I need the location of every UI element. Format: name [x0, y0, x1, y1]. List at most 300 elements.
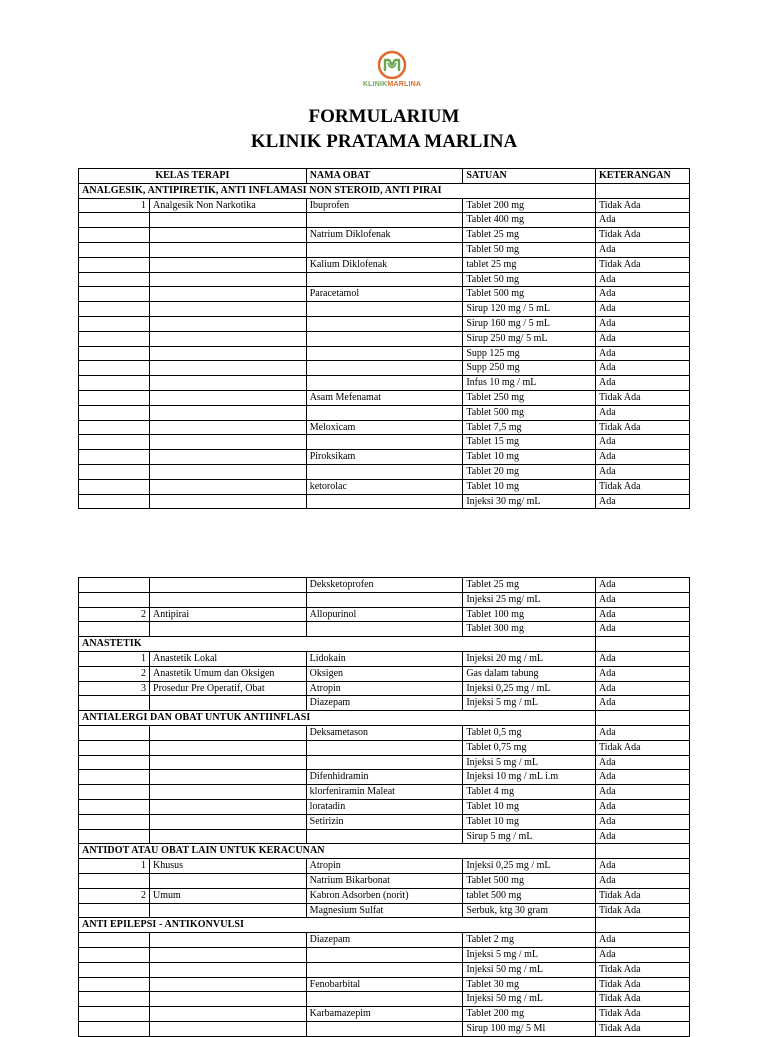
row-number: [79, 592, 150, 607]
table-row: [79, 450, 690, 465]
table-row: [79, 814, 690, 829]
table-row: [79, 435, 690, 450]
row-kelas-terapi: Anastetik Lokal: [150, 651, 307, 666]
row-kelas-terapi: [150, 977, 307, 992]
table-row: [79, 681, 690, 696]
table-row: [79, 213, 690, 228]
row-number: [79, 435, 150, 450]
logo-emblem-icon: [377, 50, 407, 80]
row-kelas-terapi: [150, 331, 307, 346]
row-number: [79, 933, 150, 948]
row-number: [79, 494, 150, 509]
row-kelas-terapi: [150, 829, 307, 844]
row-keterangan: Ada: [595, 622, 689, 637]
row-kelas-terapi: [150, 933, 307, 948]
row-number: [79, 977, 150, 992]
row-number: [79, 346, 150, 361]
row-satuan: Tablet 10 mg: [463, 814, 596, 829]
row-satuan: Injeksi 5 mg / mL: [463, 755, 596, 770]
logo-text-marlina: MARLINA: [387, 81, 422, 88]
row-kelas-terapi: [150, 420, 307, 435]
row-kelas-terapi: [150, 390, 307, 405]
row-kelas-terapi: Anastetik Umum dan Oksigen: [150, 666, 307, 681]
table-row: [79, 666, 690, 681]
row-keterangan: Ada: [595, 859, 689, 874]
category-empty-cell: [595, 918, 689, 933]
row-number: 1: [79, 198, 150, 213]
row-satuan: Tablet 50 mg: [463, 272, 596, 287]
row-keterangan: Ada: [595, 770, 689, 785]
row-nama-obat: [306, 992, 463, 1007]
table-row: [79, 651, 690, 666]
table-row: [79, 770, 690, 785]
row-nama-obat: [306, 494, 463, 509]
row-nama-obat: [306, 405, 463, 420]
row-keterangan: Tidak Ada: [595, 888, 689, 903]
row-kelas-terapi: Umum: [150, 888, 307, 903]
row-number: [79, 814, 150, 829]
row-satuan: Injeksi 20 mg / mL: [463, 651, 596, 666]
row-satuan: Tablet 10 mg: [463, 450, 596, 465]
table-row: [79, 859, 690, 874]
row-keterangan: Ada: [595, 450, 689, 465]
row-satuan: Tablet 200 mg: [463, 198, 596, 213]
row-keterangan: Ada: [595, 799, 689, 814]
row-keterangan: Ada: [595, 494, 689, 509]
row-number: [79, 903, 150, 918]
row-satuan: Sirup 100 mg/ 5 Ml: [463, 1021, 596, 1036]
row-keterangan: Ada: [595, 666, 689, 681]
row-number: [79, 479, 150, 494]
row-number: [79, 947, 150, 962]
formulary-table-page-1: [78, 168, 690, 509]
row-nama-obat: [306, 829, 463, 844]
row-number: [79, 331, 150, 346]
category-row: [79, 183, 690, 198]
row-keterangan: Tidak Ada: [595, 977, 689, 992]
row-nama-obat: Diazepam: [306, 933, 463, 948]
row-number: 2: [79, 888, 150, 903]
row-nama-obat: [306, 622, 463, 637]
row-keterangan: Tidak Ada: [595, 390, 689, 405]
row-nama-obat: Kabron Adsorben (norit): [306, 888, 463, 903]
row-nama-obat: [306, 740, 463, 755]
row-kelas-terapi: [150, 302, 307, 317]
row-number: [79, 376, 150, 391]
row-satuan: Tablet 15 mg: [463, 435, 596, 450]
row-satuan: Supp 250 mg: [463, 361, 596, 376]
row-keterangan: Ada: [595, 464, 689, 479]
row-keterangan: Tidak Ada: [595, 479, 689, 494]
row-nama-obat: Deksametason: [306, 725, 463, 740]
row-satuan: Sirup 250 mg/ 5 mL: [463, 331, 596, 346]
row-satuan: Sirup 120 mg / 5 mL: [463, 302, 596, 317]
table-row: [79, 578, 690, 593]
category-label: ANTIALERGI DAN OBAT UNTUK ANTIINFLASI: [79, 711, 596, 726]
row-kelas-terapi: [150, 1007, 307, 1022]
category-row: [79, 711, 690, 726]
row-kelas-terapi: [150, 316, 307, 331]
row-keterangan: Ada: [595, 947, 689, 962]
row-kelas-terapi: Antipirai: [150, 607, 307, 622]
row-number: [79, 770, 150, 785]
row-keterangan: Tidak Ada: [595, 228, 689, 243]
row-satuan: Gas dalam tabung: [463, 666, 596, 681]
table-row: [79, 390, 690, 405]
logo-text-klinik: KLINIK: [362, 81, 388, 88]
row-satuan: Tablet 500 mg: [463, 405, 596, 420]
row-kelas-terapi: [150, 770, 307, 785]
row-nama-obat: Allopurinol: [306, 607, 463, 622]
row-number: [79, 450, 150, 465]
row-keterangan: Ada: [595, 287, 689, 302]
row-kelas-terapi: [150, 287, 307, 302]
document-title: FORMULARIUM: [308, 106, 460, 127]
row-number: [79, 785, 150, 800]
row-keterangan: Tidak Ada: [595, 198, 689, 213]
table-row: [79, 331, 690, 346]
row-satuan: Injeksi 0,25 mg / mL: [463, 681, 596, 696]
row-nama-obat: [306, 376, 463, 391]
clinic-logo: [362, 50, 422, 100]
row-kelas-terapi: [150, 740, 307, 755]
row-number: [79, 799, 150, 814]
category-empty-cell: [595, 637, 689, 652]
row-satuan: Tablet 250 mg: [463, 390, 596, 405]
row-keterangan: Ada: [595, 829, 689, 844]
row-satuan: Supp 125 mg: [463, 346, 596, 361]
row-keterangan: Ada: [595, 814, 689, 829]
row-satuan: Tablet 200 mg: [463, 1007, 596, 1022]
header-satuan: SATUAN: [463, 169, 596, 184]
row-satuan: Infus 10 mg / mL: [463, 376, 596, 391]
row-keterangan: Ada: [595, 725, 689, 740]
row-keterangan: Ada: [595, 592, 689, 607]
table-row: [79, 1007, 690, 1022]
row-keterangan: Tidak Ada: [595, 420, 689, 435]
row-keterangan: Ada: [595, 346, 689, 361]
row-keterangan: Tidak Ada: [595, 962, 689, 977]
row-keterangan: Ada: [595, 242, 689, 257]
row-satuan: Tablet 0,5 mg: [463, 725, 596, 740]
row-kelas-terapi: [150, 450, 307, 465]
row-number: 3: [79, 681, 150, 696]
row-nama-obat: [306, 755, 463, 770]
row-satuan: Tablet 10 mg: [463, 799, 596, 814]
row-kelas-terapi: [150, 272, 307, 287]
row-nama-obat: Atropin: [306, 681, 463, 696]
row-number: [79, 873, 150, 888]
row-satuan: Sirup 5 mg / mL: [463, 829, 596, 844]
table-row: [79, 272, 690, 287]
row-keterangan: Ada: [595, 696, 689, 711]
row-nama-obat: [306, 962, 463, 977]
row-number: [79, 405, 150, 420]
row-number: [79, 1007, 150, 1022]
row-keterangan: Ada: [595, 785, 689, 800]
category-empty-cell: [595, 711, 689, 726]
table-row: [79, 888, 690, 903]
table-row: [79, 740, 690, 755]
row-number: [79, 829, 150, 844]
row-keterangan: Ada: [595, 578, 689, 593]
row-kelas-terapi: [150, 992, 307, 1007]
row-keterangan: Ada: [595, 681, 689, 696]
row-keterangan: Ada: [595, 873, 689, 888]
row-number: [79, 420, 150, 435]
row-satuan: Sirup 160 mg / 5 mL: [463, 316, 596, 331]
row-nama-obat: Fenobarbital: [306, 977, 463, 992]
row-kelas-terapi: [150, 592, 307, 607]
row-nama-obat: [306, 346, 463, 361]
table-row: [79, 316, 690, 331]
table-row: [79, 376, 690, 391]
row-number: [79, 755, 150, 770]
row-satuan: Tablet 500 mg: [463, 873, 596, 888]
table-row: [79, 302, 690, 317]
row-number: [79, 316, 150, 331]
row-kelas-terapi: [150, 376, 307, 391]
table-row: [79, 494, 690, 509]
row-nama-obat: [306, 435, 463, 450]
table-row: [79, 198, 690, 213]
row-keterangan: Ada: [595, 213, 689, 228]
row-satuan: Tablet 25 mg: [463, 228, 596, 243]
category-row: [79, 637, 690, 652]
row-kelas-terapi: [150, 242, 307, 257]
row-number: [79, 992, 150, 1007]
row-number: [79, 696, 150, 711]
row-nama-obat: [306, 272, 463, 287]
row-kelas-terapi: [150, 622, 307, 637]
table-row: [79, 257, 690, 272]
row-satuan: Tablet 30 mg: [463, 977, 596, 992]
row-kelas-terapi: [150, 405, 307, 420]
category-label: ANTIDOT ATAU OBAT LAIN UNTUK KERACUNAN: [79, 844, 596, 859]
row-nama-obat: Oksigen: [306, 666, 463, 681]
table-row: [79, 977, 690, 992]
row-nama-obat: [306, 464, 463, 479]
table-row: [79, 962, 690, 977]
row-nama-obat: Difenhidramin: [306, 770, 463, 785]
table-row: [79, 992, 690, 1007]
row-nama-obat: Natrium Diklofenak: [306, 228, 463, 243]
row-kelas-terapi: [150, 228, 307, 243]
row-nama-obat: loratadin: [306, 799, 463, 814]
table-row: [79, 829, 690, 844]
row-keterangan: Ada: [595, 651, 689, 666]
document-subtitle: KLINIK PRATAMA MARLINA: [250, 131, 518, 152]
row-nama-obat: [306, 316, 463, 331]
table-row: [79, 346, 690, 361]
table-row: [79, 696, 690, 711]
row-kelas-terapi: [150, 725, 307, 740]
row-keterangan: Tidak Ada: [595, 740, 689, 755]
table-row: [79, 464, 690, 479]
row-kelas-terapi: [150, 799, 307, 814]
row-keterangan: Ada: [595, 331, 689, 346]
table-row: [79, 420, 690, 435]
row-kelas-terapi: [150, 903, 307, 918]
row-nama-obat: Kalium Diklofenak: [306, 257, 463, 272]
row-number: [79, 272, 150, 287]
row-kelas-terapi: [150, 257, 307, 272]
row-kelas-terapi: [150, 962, 307, 977]
row-keterangan: Ada: [595, 302, 689, 317]
row-nama-obat: Meloxicam: [306, 420, 463, 435]
category-label: ANALGESIK, ANTIPIRETIK, ANTI INFLAMASI NON STEROID, ANTI PIRAI: [79, 183, 596, 198]
row-kelas-terapi: [150, 435, 307, 450]
row-number: 1: [79, 651, 150, 666]
table-row: [79, 592, 690, 607]
row-nama-obat: [306, 592, 463, 607]
row-satuan: Tablet 25 mg: [463, 578, 596, 593]
row-keterangan: Ada: [595, 361, 689, 376]
row-keterangan: Tidak Ada: [595, 1021, 689, 1036]
row-keterangan: Ada: [595, 316, 689, 331]
row-kelas-terapi: [150, 785, 307, 800]
row-nama-obat: Setirizin: [306, 814, 463, 829]
row-kelas-terapi: Analgesik Non Narkotika: [150, 198, 307, 213]
row-keterangan: Ada: [595, 435, 689, 450]
row-number: 2: [79, 607, 150, 622]
table-row: [79, 933, 690, 948]
table-row: [79, 785, 690, 800]
row-satuan: Tablet 2 mg: [463, 933, 596, 948]
row-number: 2: [79, 666, 150, 681]
category-empty-cell: [595, 844, 689, 859]
row-satuan: Injeksi 5 mg / mL: [463, 947, 596, 962]
table-row: [79, 607, 690, 622]
row-keterangan: Tidak Ada: [595, 903, 689, 918]
category-row: [79, 918, 690, 933]
row-satuan: tablet 25 mg: [463, 257, 596, 272]
row-nama-obat: klorfeniramin Maleat: [306, 785, 463, 800]
table-row: [79, 799, 690, 814]
category-empty-cell: [595, 183, 689, 198]
row-number: [79, 725, 150, 740]
row-keterangan: Ada: [595, 755, 689, 770]
row-nama-obat: ketorolac: [306, 479, 463, 494]
row-keterangan: Tidak Ada: [595, 992, 689, 1007]
row-nama-obat: [306, 331, 463, 346]
table-row: [79, 903, 690, 918]
row-number: [79, 390, 150, 405]
row-number: 1: [79, 859, 150, 874]
row-kelas-terapi: [150, 213, 307, 228]
row-number: [79, 740, 150, 755]
category-label: ANTI EPILEPSI - ANTIKONVULSI: [79, 918, 596, 933]
row-kelas-terapi: [150, 755, 307, 770]
row-satuan: Tablet 7,5 mg: [463, 420, 596, 435]
table-row: [79, 287, 690, 302]
row-kelas-terapi: [150, 494, 307, 509]
row-satuan: Tablet 300 mg: [463, 622, 596, 637]
table-row: [79, 873, 690, 888]
row-satuan: Injeksi 50 mg / mL: [463, 962, 596, 977]
row-number: [79, 287, 150, 302]
row-satuan: Tablet 100 mg: [463, 607, 596, 622]
table-header-row: [79, 169, 690, 184]
row-nama-obat: Atropin: [306, 859, 463, 874]
row-keterangan: Ada: [595, 933, 689, 948]
table-row: [79, 755, 690, 770]
row-nama-obat: Lidokain: [306, 651, 463, 666]
row-keterangan: Tidak Ada: [595, 257, 689, 272]
row-keterangan: Ada: [595, 376, 689, 391]
table-row: [79, 622, 690, 637]
row-nama-obat: Magnesium Sulfat: [306, 903, 463, 918]
row-nama-obat: Diazepam: [306, 696, 463, 711]
row-nama-obat: [306, 947, 463, 962]
row-keterangan: Ada: [595, 272, 689, 287]
row-satuan: Injeksi 0,25 mg / mL: [463, 859, 596, 874]
row-kelas-terapi: Khusus: [150, 859, 307, 874]
table-row: [79, 405, 690, 420]
row-satuan: Tablet 500 mg: [463, 287, 596, 302]
row-satuan: Serbuk, ktg 30 gram: [463, 903, 596, 918]
row-satuan: Tablet 50 mg: [463, 242, 596, 257]
table-row: [79, 361, 690, 376]
row-satuan: Tablet 20 mg: [463, 464, 596, 479]
row-satuan: Injeksi 30 mg/ mL: [463, 494, 596, 509]
formulary-table-page-2: [78, 577, 690, 1037]
header-nama-obat: NAMA OBAT: [306, 169, 463, 184]
row-number: [79, 242, 150, 257]
row-nama-obat: Asam Mefenamat: [306, 390, 463, 405]
row-satuan: Injeksi 50 mg / mL: [463, 992, 596, 1007]
row-kelas-terapi: [150, 346, 307, 361]
row-nama-obat: Piroksikam: [306, 450, 463, 465]
row-kelas-terapi: [150, 696, 307, 711]
row-keterangan: Tidak Ada: [595, 1007, 689, 1022]
table-row: [79, 228, 690, 243]
row-nama-obat: [306, 242, 463, 257]
header-keterangan: KETERANGAN: [595, 169, 689, 184]
row-number: [79, 622, 150, 637]
row-number: [79, 464, 150, 479]
category-label: ANASTETIK: [79, 637, 596, 652]
row-nama-obat: Natrium Bikarbonat: [306, 873, 463, 888]
row-nama-obat: Karbamazepim: [306, 1007, 463, 1022]
row-satuan: Injeksi 10 mg / mL i.m: [463, 770, 596, 785]
row-satuan: Injeksi 25 mg/ mL: [463, 592, 596, 607]
row-satuan: Tablet 4 mg: [463, 785, 596, 800]
row-kelas-terapi: [150, 947, 307, 962]
row-keterangan: Ada: [595, 607, 689, 622]
category-row: [79, 844, 690, 859]
row-kelas-terapi: [150, 479, 307, 494]
row-kelas-terapi: [150, 578, 307, 593]
row-number: [79, 228, 150, 243]
row-satuan: Tablet 10 mg: [463, 479, 596, 494]
row-nama-obat: Paracetamol: [306, 287, 463, 302]
header-kelas-terapi: KELAS TERAPI: [79, 169, 307, 184]
row-nama-obat: Deksketoprofen: [306, 578, 463, 593]
row-kelas-terapi: [150, 361, 307, 376]
row-satuan: Injeksi 5 mg / mL: [463, 696, 596, 711]
table-row: [79, 242, 690, 257]
row-nama-obat: [306, 302, 463, 317]
row-satuan: Tablet 400 mg: [463, 213, 596, 228]
table-row: [79, 947, 690, 962]
row-kelas-terapi: [150, 873, 307, 888]
row-keterangan: Ada: [595, 405, 689, 420]
row-number: [79, 257, 150, 272]
row-nama-obat: [306, 361, 463, 376]
row-nama-obat: [306, 213, 463, 228]
logo-text: [362, 81, 422, 88]
